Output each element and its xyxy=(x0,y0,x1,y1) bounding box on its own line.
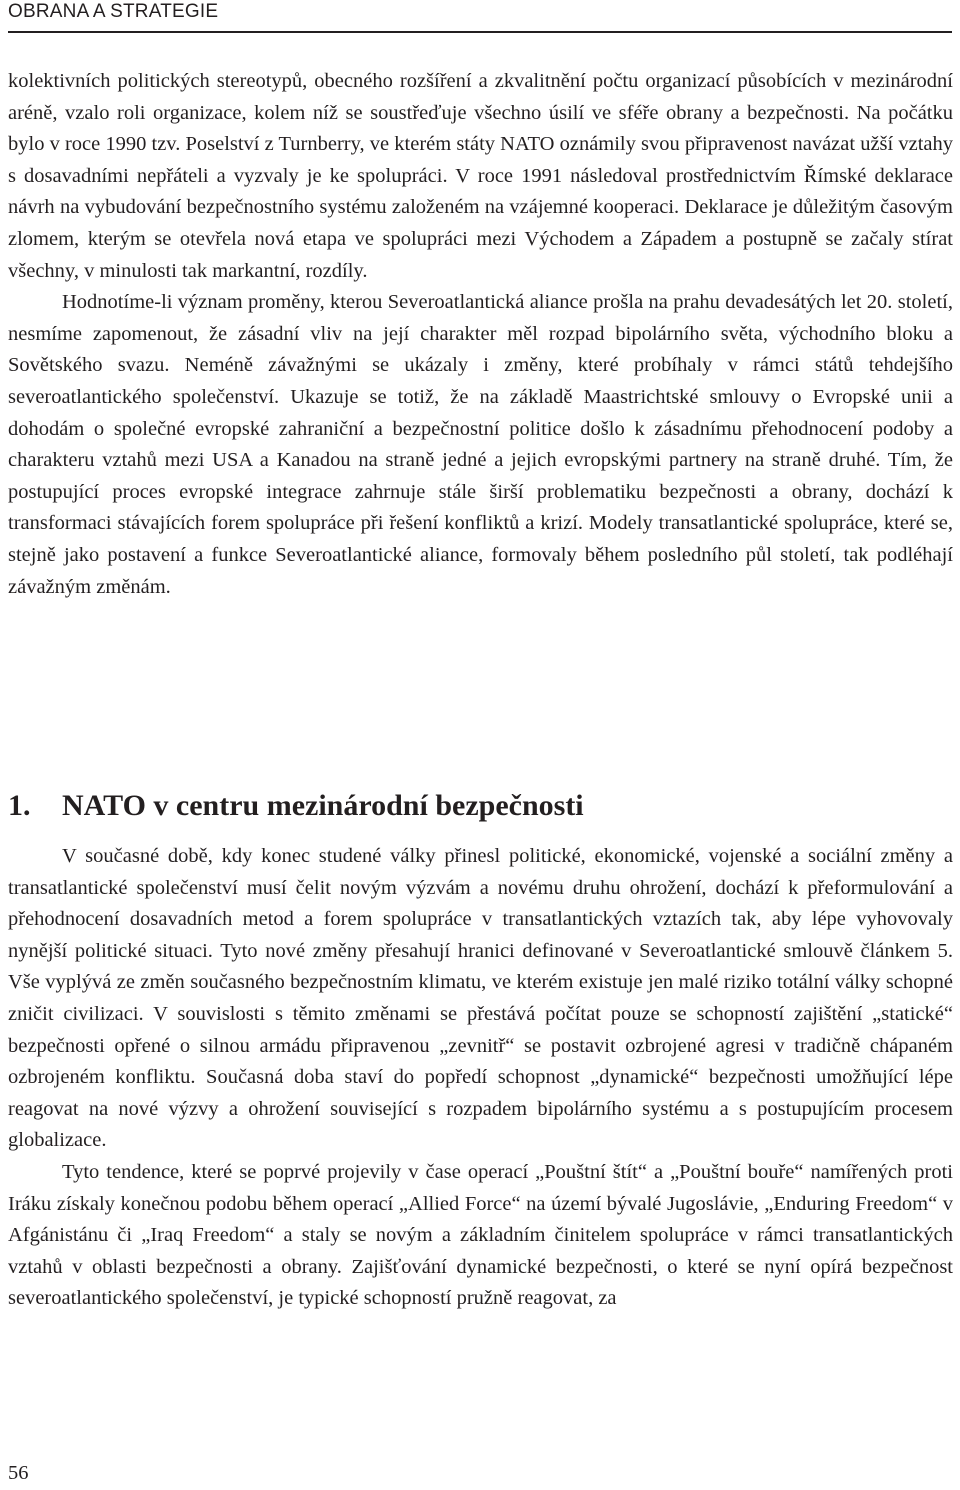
intro-text-block xyxy=(8,66,953,603)
header-rule xyxy=(8,31,952,33)
section-title: NATO v centru mezinárodní bezpečnosti xyxy=(62,789,584,822)
intro-paragraph-2: Hodnotíme-li význam proměny, kterou Severoatlantická aliance prošla na prahu devadesátých let 20. století, nesmíme zapomenout, že zásadní vliv na její charakter měl rozpad bipolárního světa, východního bloku a Sovětského svazu. Neméně závažnými se ukázaly i změny, které probíhaly v rámci států tehdejšího severoatlantického společenství. Ukazuje se totiž, že na základě Maastrichtské smlouvy o Evropské unii a dohodám o společné evropské zahraniční a bezpečnostní politice došlo k zásadnímu přehodnocení podoby a charakteru vztahů mezi USA a Kanadou na straně jedné a jejich evropskými partnery na straně druhé. Tím, že postupující proces evropské integrace zahrnuje stále širší problematiku bezpečnosti a obrany, dochází k transformaci stávajících forem spolupráce při řešení konfliktů a krizí. Modely transatlantické spolupráce, které se, stejně jako postavení a funkce Severoatlantické aliance, formovaly během posledního půl století, tak podléhají závažným změnám. xyxy=(8,291,953,598)
section-heading xyxy=(8,786,584,826)
section-number: 1. xyxy=(8,789,31,822)
page-number: 56 xyxy=(8,1462,29,1484)
section-paragraph-2: Tyto tendence, které se poprvé projevily v čase operací „Pouštní štít“ a „Pouštní bouře“ namířených proti Iráku získaly konečnou podobu během operací „Allied Force“ na území bývalé Jugoslávie, „Enduring Freedom“ v Afgánistánu či „Iraq Freedom“ a staly se novým a základním činitelem spolupráce v rámci transatlantických vztahů v oblasti bezpečnosti a obrany. Zajišťování dynamické bezpečnosti, o které se nyní opírá bezpečnost severoatlantického společenství, je typické schopností pružně reagovat, za xyxy=(8,1160,953,1310)
running-header: OBRANA A STRATEGIE xyxy=(8,1,219,22)
section-paragraph-1: V současné době, kdy konec studené války přinesl politické, ekonomické, vojenské a sociální změny a transatlantické společenství musí čelit novým výzvám a novému druhu ohrožení, dochází k přeformulování a přehodnocení dosavadních metod a forem spolupráce v transatlantických vztazích tak, aby lépe vyhovovaly nynější politické situaci. Tyto nové změny přesahují hranici definované v Severoatlantické smlouvě článkem 5. Vše vyplývá ze změn současného bezpečnostním klimatu, ve kterém existuje jen malé riziko totální války schopné zničit civilizaci. V souvislosti s těmito změnami se přestává počítat pouze se schopností zajištění „statické“ bezpečnosti opřené o silnou armádu připravenou „zevnitř“ se postavit ozbrojené agresi v tradičně chápaném ozbrojeném konfliktu. Současná doba staví do popředí schopnost „dynamické“ bezpečnosti umožňující lépe reagovat na nové výzvy a ohrožení související s rozpadem bipolárního systému a s postupujícím procesem globalizace. xyxy=(8,845,953,1152)
section-text-block xyxy=(8,841,953,1315)
intro-paragraph-1: kolektivních politických stereotypů, obecného rozšíření a zkvalitnění počtu organizací působících v mezinárodní aréně, vzalo roli organizace, kolem níž se soustřeďuje všechno úsilí ve sféře obrany a bezpečnosti. Na počátku bylo v roce 1990 tzv. Poselství z Turnberry, ve kterém státy NATO oznámily svou připravenost navázat užší vztahy s dosavadními nepřáteli a vyzvaly je ke spolupráci. V roce 1991 následoval prostřednictvím Římské deklarace návrh na vybudování bezpečnostního systému založeném na vzájemné kooperaci. Deklarace je důležitým časovým zlomem, kterým se otevřela nová etapa ve spolupráci mezi Východem a Západem a postupně se začaly stírat všechny, v minulosti tak markantní, rozdíly. xyxy=(8,70,953,282)
